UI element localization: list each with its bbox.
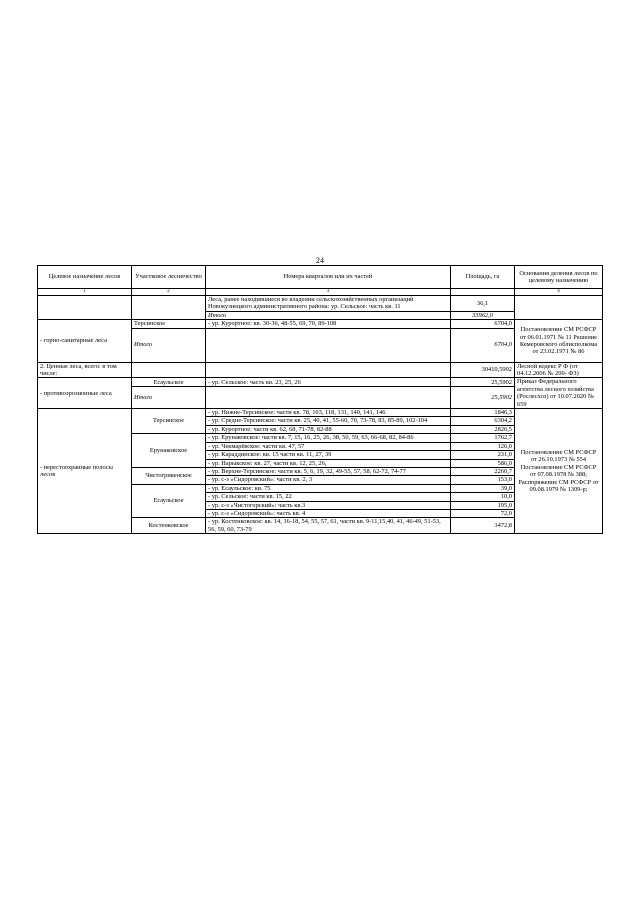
area-cell: 2260,7 [451, 467, 515, 475]
table-row [38, 362, 603, 378]
district-cell: Терсинское [132, 320, 206, 328]
empty-cell [206, 328, 451, 362]
empty-cell [38, 296, 132, 320]
purpose-cell: - горно-санитарные леса [38, 320, 132, 362]
quarters-cell: - ур. Караддинское: кв. 15 части кв. 11, 27, 39 [206, 451, 451, 459]
column-number-empty [451, 289, 515, 296]
purpose-cell: - нерестоохранные полосы лесов [38, 409, 132, 534]
quarters-cell: - ур. с-з «Сидоровский»: части кв. 2, 3 [206, 476, 451, 484]
area-cell: 72,0 [451, 509, 515, 517]
area-cell: 25,5902 [451, 378, 515, 387]
basis-cell: Постановление СМ РСФСР от 06.01.1971 № 11 Решение Кемеровского облисполкома от 23.02.1971 № 86 [515, 320, 603, 362]
basis-cell: Приказ Федерального агентства лесного хозяйства (Рослесхоз) от 10.07.2020 № 659 [515, 378, 603, 409]
empty-cell [206, 362, 451, 378]
column-number-4: 4 [515, 289, 603, 296]
area-cell: 39,0 [451, 484, 515, 492]
area-cell: 6704,0 [451, 320, 515, 328]
empty-cell [515, 296, 603, 320]
quarters-cell: - ур. Чекмарёвское: части кв. 47, 57 [206, 442, 451, 450]
quarters-cell: - ур. Нарыкское: кв. 27, части кв. 12, 25, 26, [206, 459, 451, 467]
basis-cell: Постановление СМ РСФСР от 26.10.1973 № 554 Постановление СМ РСФСР от 07.08.1978 № 388; Распоряжение СМ РСФСР от 09.08.1979 № 1309-р; [515, 409, 603, 534]
empty-cell [206, 387, 451, 409]
district-cell: Есаульское [132, 378, 206, 387]
empty-cell [132, 296, 206, 320]
quarters-cell: - ур. с-з «Сидоровский»: часть кв. 4 [206, 509, 451, 517]
area-cell: 3472,8 [451, 518, 515, 534]
empty-cell [132, 362, 206, 378]
quarters-cell: Леса, ранее находившиеся во владении сельскохозяйственных организаций Новокузнецкого административного района: ур. Сельское: часть кв. 11 [206, 296, 451, 312]
header-quarters: Номера кварталов или их частей [206, 266, 451, 289]
section-label: 2. Ценные леса, всего: в том числе: [38, 362, 132, 378]
quarters-cell: - ур. Курортное: кв. 30-36, 48-55, 69, 70, 89-108 [206, 320, 451, 328]
quarters-cell: - ур. Средне-Терсинское: части кв. 25, 40, 41, 55-60, 70, 73-78, 83, 85-89, 102-104 [206, 417, 451, 425]
page-number: 24 [316, 256, 324, 265]
header-purpose: Целевое назначение лесов [38, 266, 132, 289]
quarters-cell: - ур. Сельское: часть кв. 23, 25, 26 [206, 378, 451, 387]
area-cell: 231,0 [451, 451, 515, 459]
district-cell: Есаульское [132, 484, 206, 518]
area-cell: 10,0 [451, 493, 515, 501]
table-row [38, 296, 603, 312]
header-basis: Основания деления лесов по целевому назначению [515, 266, 603, 289]
spawn-section [38, 409, 603, 534]
area-cell: 6304,2 [451, 417, 515, 425]
quarters-cell: - ур. Сельское: части кв. 15, 22 [206, 493, 451, 501]
area-cell: 36,1 [451, 296, 515, 312]
table-row [38, 378, 603, 387]
header-district: Участковое лесничество [132, 266, 206, 289]
table-row [38, 320, 603, 328]
district-cell: Терсинское [132, 409, 206, 434]
quarters-cell: - ур. Ерунаковское: части кв. 7, 15, 16, 25, 26, 38, 50, 59, 63, 66-68, 82, 84-86 [206, 434, 451, 442]
area-cell: 1846,3 [451, 409, 515, 417]
header-area: Площадь, га [451, 266, 515, 289]
total-label: Итого [206, 311, 451, 319]
area-cell: 195,0 [451, 501, 515, 509]
total-label: Итого [132, 328, 206, 362]
column-number-3: 3 [206, 289, 451, 296]
area-cell: 2826,5 [451, 425, 515, 433]
district-cell: Чистогривенское [132, 467, 206, 484]
quarters-cell: - ур. Курортное: части кв. 62, 68, 71-78, 82-88 [206, 425, 451, 433]
total-area: 25,5902 [451, 387, 515, 409]
section-area: 30410,5902 [451, 362, 515, 378]
quarters-cell: - ур. с-з «Чистогорский»: часть кв.3 [206, 501, 451, 509]
district-cell: Костенковское [132, 518, 206, 534]
total-area: 6704,0 [451, 328, 515, 362]
district-cell: Ерунаковское [132, 434, 206, 468]
total-area: 33962,0 [451, 311, 515, 319]
quarters-cell: - ур. Верхне-Терсинское: части кв. 5, 6, 19, 32, 49-55, 57, 58, 62-72, 74-77 [206, 467, 451, 475]
table-row [38, 409, 603, 417]
total-label: Итого [132, 387, 206, 409]
area-cell: 586,0 [451, 459, 515, 467]
area-cell: 126,0 [451, 442, 515, 450]
quarters-cell: - ур. Есаульское: кв. 75 [206, 484, 451, 492]
purpose-cell: - противоэрозионные леса [38, 378, 132, 409]
forest-purpose-table [37, 265, 603, 534]
column-number-1: 1 [38, 289, 132, 296]
area-cell: 153,0 [451, 476, 515, 484]
quarters-cell: - ур. Нижне-Терсинское: части кв. 78, 103, 118, 131, 140, 141, 146 [206, 409, 451, 417]
column-number-2: 2 [132, 289, 206, 296]
quarters-cell: - ур. Костенковское: кв. 14, 16-18, 54, 55, 57, 61, части кв. 9-11,15,40, 41, 46-49, 51-53, 56, 59, 60, 73-79 [206, 518, 451, 534]
basis-cell: Лесной кодекс Р Ф (от 04.12.2006 № 200- ФЗ) [515, 362, 603, 378]
area-cell: 1762,7 [451, 434, 515, 442]
